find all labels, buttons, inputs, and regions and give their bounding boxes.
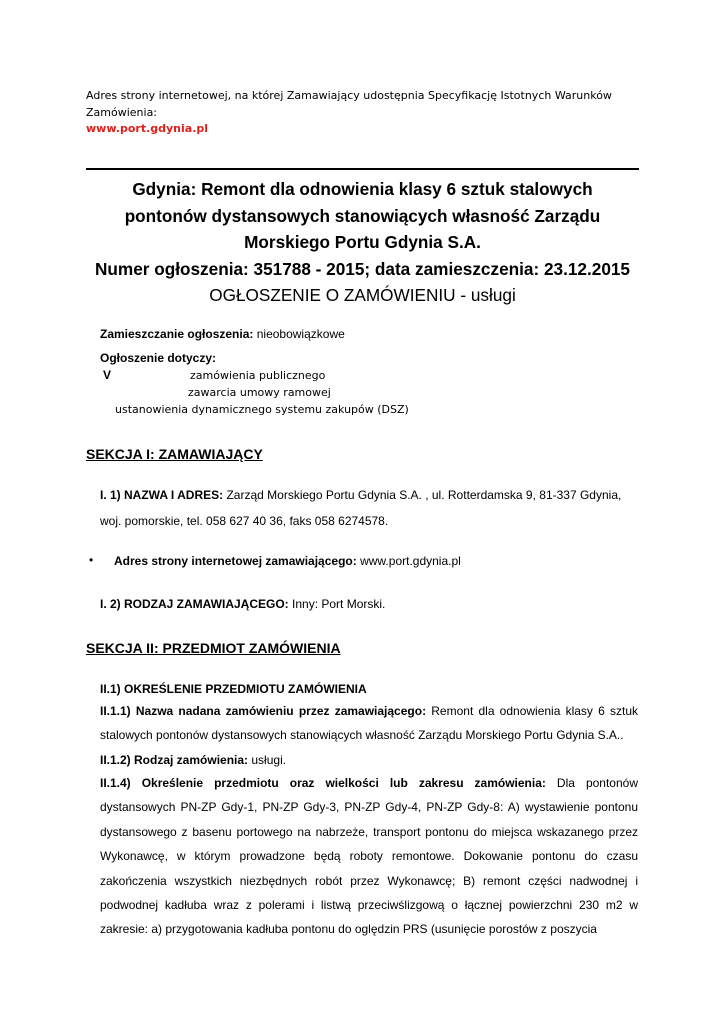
authority-type-value: Inny: Port Morski. [292, 597, 386, 611]
title-line-1: Gdynia: Remont dla odnowienia klasy 6 sztuk stalowych [132, 179, 593, 199]
name-address-label: I. 1) NAZWA I ADRES: [100, 488, 224, 502]
subject-subheading: II.1) OKREŚLENIE PRZEDMIOTU ZAMÓWIENIA [100, 682, 367, 696]
placement-row [100, 327, 345, 341]
website-row [114, 554, 461, 568]
notice-title [86, 176, 639, 309]
check-mark: V [103, 368, 112, 382]
order-description-paragraph [100, 771, 638, 942]
contracting-authority-name [100, 488, 621, 502]
spec-address-header [86, 88, 646, 138]
bullet-icon: • [89, 553, 94, 567]
order-name-label: II.1.1) Nazwa nadana zamówieniu przez zamawiającego: [100, 704, 427, 718]
order-name-paragraph [100, 699, 638, 748]
notice-number: Numer ogłoszenia: 351788 - 2015; data zamieszczenia: 23.12.2015 [95, 258, 630, 279]
option-framework-agreement: zawarcia umowy ramowej [188, 386, 331, 399]
header-url-link[interactable]: www.port.gdynia.pl [86, 122, 209, 135]
title-line-2: pontonów dystansowych stanowiących własność Zarządu [124, 205, 601, 226]
horizontal-divider [86, 168, 639, 170]
name-address-value-1: Zarząd Morskiego Portu Gdynia S.A. , ul. Rotterdamska 9, 81-337 Gdynia, [226, 488, 622, 502]
order-kind-value: usługi. [251, 753, 287, 767]
order-description-label: II.1.4) Określenie przedmiotu oraz wielkości lub zakresu zamówienia: [100, 776, 546, 790]
title-line-3: Morskiego Portu Gdynia S.A. [244, 232, 481, 252]
option-public-order: zamówienia publicznego [190, 369, 326, 382]
notice-type: OGŁOSZENIE O ZAMÓWIENIU - usługi [209, 285, 516, 305]
authority-type-label: I. 2) RODZAJ ZAMAWIAJĄCEGO: [100, 597, 289, 611]
placement-value: nieobowiązkowe [256, 327, 345, 341]
website-value[interactable]: www.port.gdynia.pl [360, 554, 461, 568]
website-label: Adres strony internetowej zamawiającego: [114, 554, 357, 568]
order-name-value: Remont dla odnowienia klasy 6 sztuk stalowych pontonów dystansowych stanowiących własność Zarządu Morskiego Portu Gdynia S.A.. [100, 704, 638, 743]
order-description-value: Dla pontonów dystansowych PN-ZP Gdy-1, PN-ZP Gdy-3, PN-ZP Gdy-4, PN-ZP Gdy-8: A) wystawienie pontonu dystansowego z basenu portowego na nabrzeże, transport pontonu do miejsca wskazanego przez Wykonawcę, w którym prowadzone będą roboty remontowe. Dokowanie pontonu do czasu zakończenia wszystkich niezbędnych robót przez Wykonawcę; B) remont części nadwodnej i podwodnej kadłuba wraz z polerami i listwą przeciwślizgową o łącznej powierzchni 230 m2 w zakresie: a) przygotowania kadłuba pontonu do oględzin PRS (usunięcie porostów z poszycia [100, 776, 638, 937]
authority-type-row [100, 597, 385, 611]
section-1-heading: SEKCJA I: ZAMAWIAJĄCY [86, 446, 263, 462]
order-kind-row [100, 753, 286, 767]
header-line-1: Adres strony internetowej, na której Zamawiający udostępnia Specyfikację Istotnych Warunków [86, 89, 612, 102]
header-line-2: Zamówienia: [86, 105, 158, 119]
name-address-value-2: woj. pomorskie, tel. 058 627 40 36, faks 058 6274578. [100, 514, 389, 528]
order-kind-label: II.1.2) Rodzaj zamówienia: [100, 753, 249, 767]
placement-label: Zamieszczanie ogłoszenia: [100, 327, 254, 341]
section-2-heading: SEKCJA II: PRZEDMIOT ZAMÓWIENIA [86, 640, 341, 656]
concerns-label: Ogłoszenie dotyczy: [100, 351, 217, 365]
option-dps: ustanowienia dynamicznego systemu zakupów (DSZ) [115, 403, 409, 416]
